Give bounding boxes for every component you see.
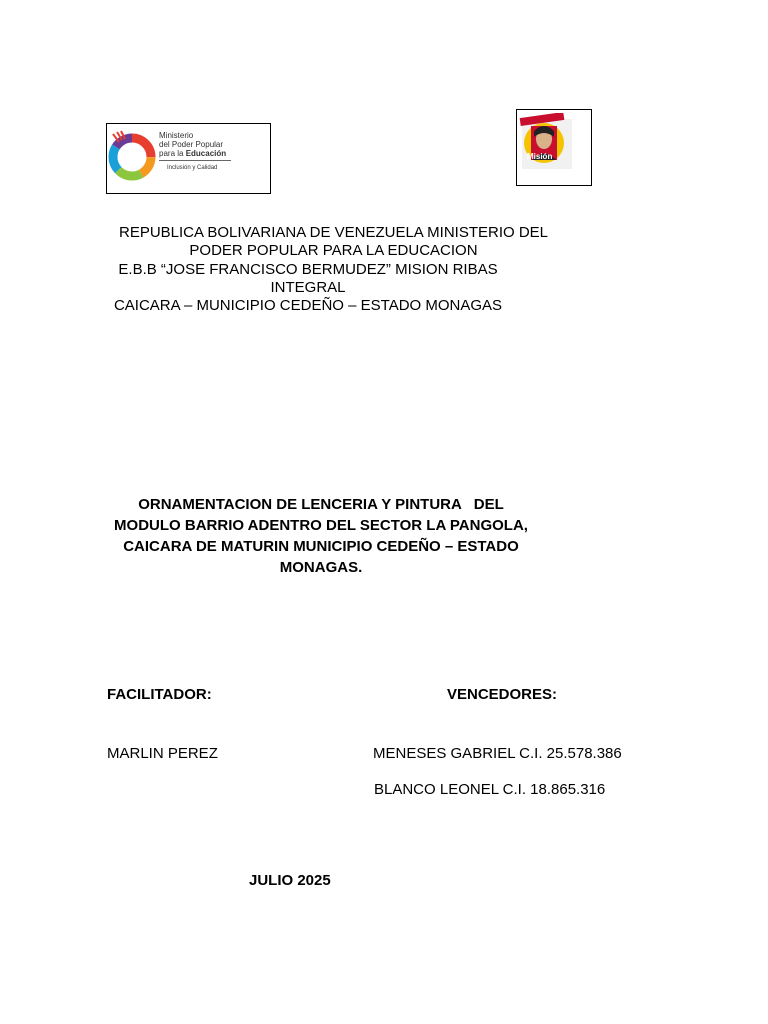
document-date: JULIO 2025 [249,872,331,889]
title-line-3: CAICARA DE MATURIN MUNICIPIO CEDEÑO – ESTADO [123,538,519,555]
winner-1: MENESES GABRIEL C.I. 25.578.386 [373,745,622,762]
facilitator-label: FACILITADOR: [107,686,212,703]
ministry-logo-tagline: Inclusión y Calidad [167,165,218,171]
header-line-5: CAICARA – MUNICIPIO CEDEÑO – ESTADO MONAGAS [113,297,503,314]
ministry-logo-line1: Ministerio [159,131,194,140]
header-line-3: E.B.B “JOSE FRANCISCO BERMUDEZ” MISION RIBAS [118,261,498,278]
winners-label: VENCEDORES: [447,686,558,703]
ministry-logo [106,123,271,194]
header-line-1: REPUBLICA BOLIVARIANA DE VENEZUELA MINISTERIO DEL [118,224,549,241]
title-line-1: ORNAMENTACION DE LENCERIA Y PINTURA DEL [138,496,504,513]
facilitator-name: MARLIN PEREZ [107,745,218,762]
ministry-ring-icon [107,130,157,186]
mission-logo-caption: Misión [527,152,553,161]
ministry-logo-line2: del Poder Popular [159,140,224,149]
title-line-4: MONAGAS. [279,559,363,576]
ministry-logo-line3: para la Educación [159,149,227,158]
mission-portrait-icon [518,113,578,171]
mission-logo [516,109,592,186]
winner-2: BLANCO LEONEL C.I. 18.865.316 [374,781,606,798]
title-line-2: MODULO BARRIO ADENTRO DEL SECTOR LA PANGOLA, [114,517,528,534]
header-line-2: PODER POPULAR PARA LA EDUCACION [189,242,478,259]
header-line-4: INTEGRAL [270,279,346,296]
